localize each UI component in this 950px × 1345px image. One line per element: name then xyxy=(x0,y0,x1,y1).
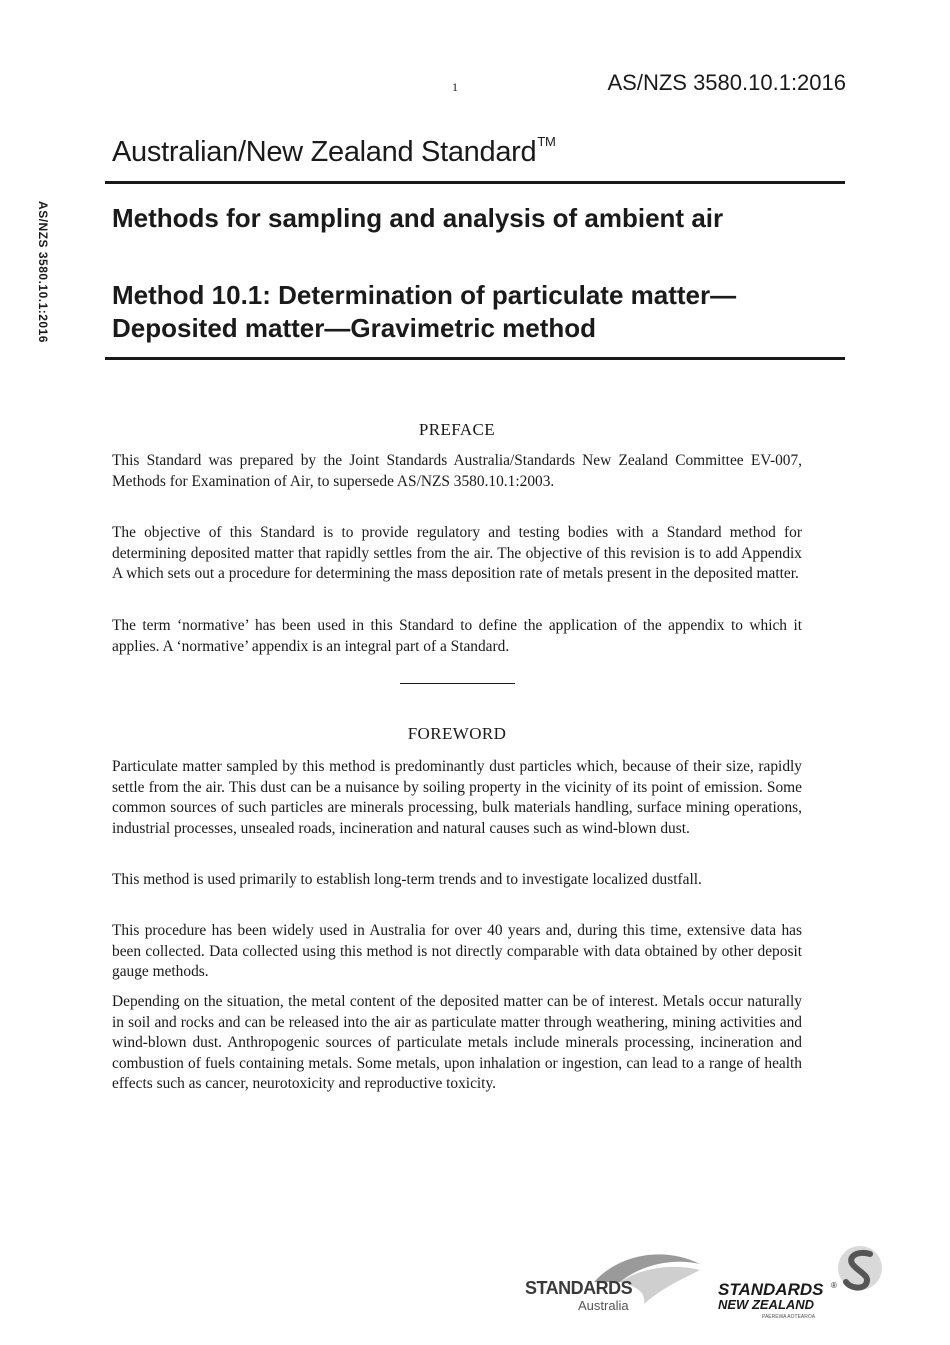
method-title: Method 10.1: Determination of particulate matter—Deposited matter—Gravimetric method xyxy=(112,280,737,343)
logo-nz-word3: PAEREWA AOTEAROA xyxy=(762,1314,816,1320)
foreword-paragraph: This procedure has been widely used in Australia for over 40 years and, during this time, extensive data has been collected. Data collected using this method is not directly comparable with data obtained by other deposit gauge methods. xyxy=(112,922,802,981)
preface-paragraph: The objective of this Standard is to provide regulatory and testing bodies with a Standard method for determining deposited matter that rapidly settles from the air. The objective of this revision is to add Appendix A which sets out a procedure for determining the mass deposition rate of metals present in the deposited matter. xyxy=(112,524,802,583)
title-rule-top xyxy=(105,181,845,184)
title-rule-bottom xyxy=(105,357,845,360)
document-title: Methods for sampling and analysis of ambient air xyxy=(112,203,724,233)
logo-au-word2: Australia xyxy=(578,1298,629,1313)
standards-australia-logo xyxy=(524,1248,702,1316)
trademark-mark: TM xyxy=(537,134,556,149)
preface-heading: PREFACE xyxy=(418,420,496,439)
preface-paragraph: The term ‘normative’ has been used in this Standard to define the application of the appendix to which it applies. A ‘normative’ appendix is an integral part of a Standard. xyxy=(112,617,802,655)
spine-label xyxy=(33,187,53,357)
logo-nz-registered: ® xyxy=(831,1281,837,1290)
foreword-paragraph: This method is used primarily to establish long-term trends and to investigate localized dustfall. xyxy=(112,871,702,888)
preface-paragraph: This Standard was prepared by the Joint Standards Australia/Standards New Zealand Committee EV-007, Methods for Examination of Air, to supersede AS/NZS 3580.10.1:2003. xyxy=(112,452,802,490)
logo-au-word1: STANDARDS xyxy=(525,1278,633,1298)
logo-nz-word1: STANDARDS xyxy=(718,1280,824,1299)
foreword-paragraph: Particulate matter sampled by this method is predominantly dust particles which, because of their size, rapidly settle from the air. This dust can be a nuisance by soiling property in the vicinity of its point of emission. Some common sources of such particles are minerals processing, bulk materials handling, surface mining operations, industrial processes, unsealed roads, incineration and natural causes such as wind-blown dust. xyxy=(112,758,802,837)
standard-heading-text: Australian/New Zealand Standard xyxy=(112,136,537,168)
standards-new-zealand-logo xyxy=(718,1242,888,1322)
document-code: AS/NZS 3580.10.1:2016 xyxy=(607,70,846,95)
section-divider xyxy=(400,683,515,684)
foreword-paragraph: Depending on the situation, the metal content of the deposited matter can be of interest. Metals occur naturally in soil and rocks and can be released into the air as particulate matter through weathering, mining activities and wind-blown dust. Anthropogenic sources of particulate metals include minerals processing, incineration and combustion of fuels containing metals. Some metals, upon inhalation or ingestion, can lead to a range of health effects such as cancer, neurotoxicity and reproductive toxicity. xyxy=(112,993,802,1093)
page-number: 1 xyxy=(452,80,458,94)
logo-nz-word2: NEW ZEALAND xyxy=(718,1297,815,1312)
foreword-heading: FOREWORD xyxy=(407,724,507,743)
spine-text: AS/NZS 3580.10.1:2016 xyxy=(36,201,50,343)
standard-heading xyxy=(112,134,556,169)
